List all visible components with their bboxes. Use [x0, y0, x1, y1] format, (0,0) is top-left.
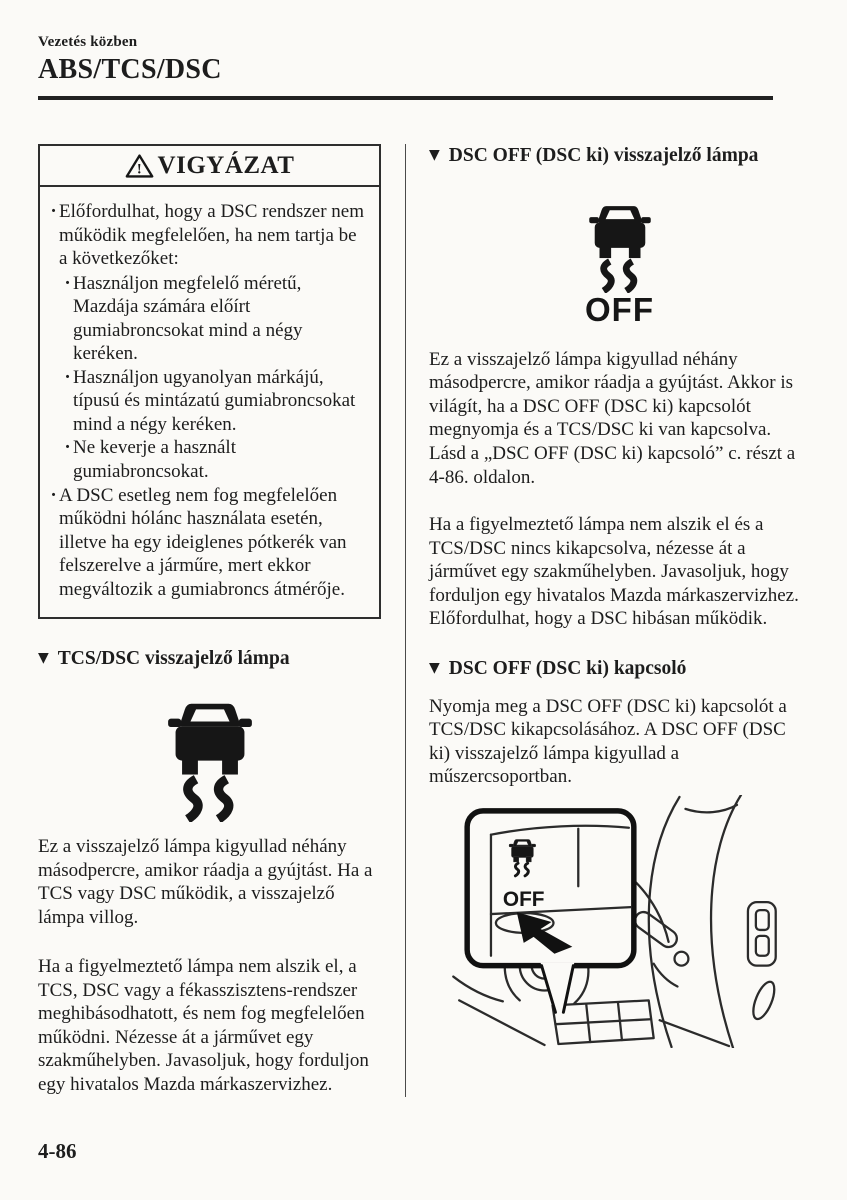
section-heading-dsc-off-lamp: [429, 144, 810, 168]
header-rule: [38, 96, 773, 100]
page-number: 4-86: [38, 1139, 77, 1163]
warning-box: [38, 144, 381, 619]
warning-triangle-icon: [125, 153, 154, 179]
warning-subitem-text: Használjon ugyanolyan márkájú, típusú és mintázatú gumiabroncsokat mind a négy keréken.: [73, 366, 356, 435]
dsc-off-indicator-icon: [579, 204, 661, 328]
two-column-layout: [38, 144, 810, 1097]
paragraph: Ha a figyelmeztető lámpa nem alszik el, a TCS, DSC vagy a fékasszisztens-rendszer meghibásodhatott, és nem fog megfelelően működni. Nézesse át a járművet egy szakműhelyben. Javasoljuk, hogy forduljon egy hivatalos Mazda márkaszervizhez.: [38, 956, 369, 1095]
section-heading-text: DSC OFF (DSC ki) visszajelző lámpa: [448, 145, 759, 166]
section-heading-text: TCS/DSC visszajelző lámpa: [57, 648, 290, 670]
warning-item-text: A DSC esetleg nem fog megfelelően működni hólánc használata esetén, illetve ha egy ideiglenes pótkerék van felszerelve a járműre, mert ekkor megváltozik a gumiabroncs átmérője.: [59, 484, 347, 600]
paragraph: Ha a figyelmeztető lámpa nem alszik el és a TCS/DSC nincs kikapcsolva, nézesse át a járművet egy szakműhelyben. Javasoljuk, hogy forduljon egy hivatalos Mazda márkaszervizhez. Előfordulhat, hogy a DSC hibásan működik.: [429, 514, 799, 630]
car-skid-icon: [579, 204, 661, 293]
section-heading-text: DSC OFF (DSC ki) kapcsoló: [448, 657, 687, 679]
bullet-glyph: ·: [50, 201, 57, 222]
section-marker-icon: ▼: [38, 650, 49, 667]
warning-exclamation: !: [136, 161, 142, 178]
paragraph: Ez a visszajelző lámpa kigyullad néhány másodpercre, amikor ráadja a gyújtást. Akkor is világít, ha a DSC OFF (DSC ki) kapcsolót megnyomja és a TCS/DSC ki van kapcsolva.: [429, 348, 794, 441]
warning-title-text: VIGYÁZAT: [157, 152, 295, 179]
list-item: [48, 484, 369, 602]
list-item: [62, 272, 369, 366]
off-label: OFF: [585, 290, 654, 328]
right-column: [405, 144, 810, 1097]
list-item: [62, 436, 369, 483]
paragraph: Nyomja meg a DSC OFF (DSC ki) kapcsolót a TCS/DSC kikapcsolásához. A DSC OFF (DSC ki) visszajelző lámpa kigyullad a műszercsoportban.: [429, 695, 787, 788]
dashboard-line-art: [429, 795, 797, 1048]
section-marker-icon: ▼: [429, 659, 440, 676]
warning-item-text: Előfordulhat, hogy a DSC rendszer nem működik megfelelően, ha nem tartja be a következőket:: [59, 201, 364, 270]
paragraph: Ez a visszajelző lámpa kigyullad néhány másodpercre, amikor ráadja a gyújtást. Ha a TCS vagy DSC működik, a visszajelző lámpa villog.: [38, 836, 373, 928]
car-skid-icon: [154, 701, 266, 822]
bullet-glyph: ·: [64, 437, 71, 459]
bullet-glyph: ·: [50, 484, 57, 506]
chapter-kicker: Vezetés közben: [38, 34, 138, 50]
list-item: [48, 200, 369, 271]
page-title: ABS/TCS/DSC: [38, 54, 222, 85]
warning-box-body: [40, 187, 379, 617]
warning-subitem-text: Használjon megfelelő méretű, Mazdája számára előírt gumiabroncsokat mind a négy keréken.: [73, 272, 303, 365]
left-column: [38, 144, 381, 1097]
section-heading-dsc-off-switch: [429, 657, 810, 681]
bullet-glyph: ·: [64, 272, 71, 294]
list-item: [62, 366, 369, 437]
paragraph: Lásd a „DSC OFF (DSC ki) kapcsoló” c. részt a 4-86. oldalon.: [429, 443, 796, 488]
dsc-off-switch-illustration: [429, 795, 810, 1053]
illustration-off-label: OFF: [502, 887, 545, 911]
warning-box-title: [40, 146, 379, 187]
section-marker-icon: ▼: [429, 147, 440, 163]
warning-subitem-text: Ne keverje a használt gumiabroncsokat.: [73, 437, 236, 483]
warning-sublist: [62, 272, 369, 484]
tcs-dsc-indicator-icon: [154, 701, 266, 827]
section-heading-tcs-dsc-lamp: [38, 647, 381, 671]
bullet-glyph: ·: [64, 366, 71, 388]
